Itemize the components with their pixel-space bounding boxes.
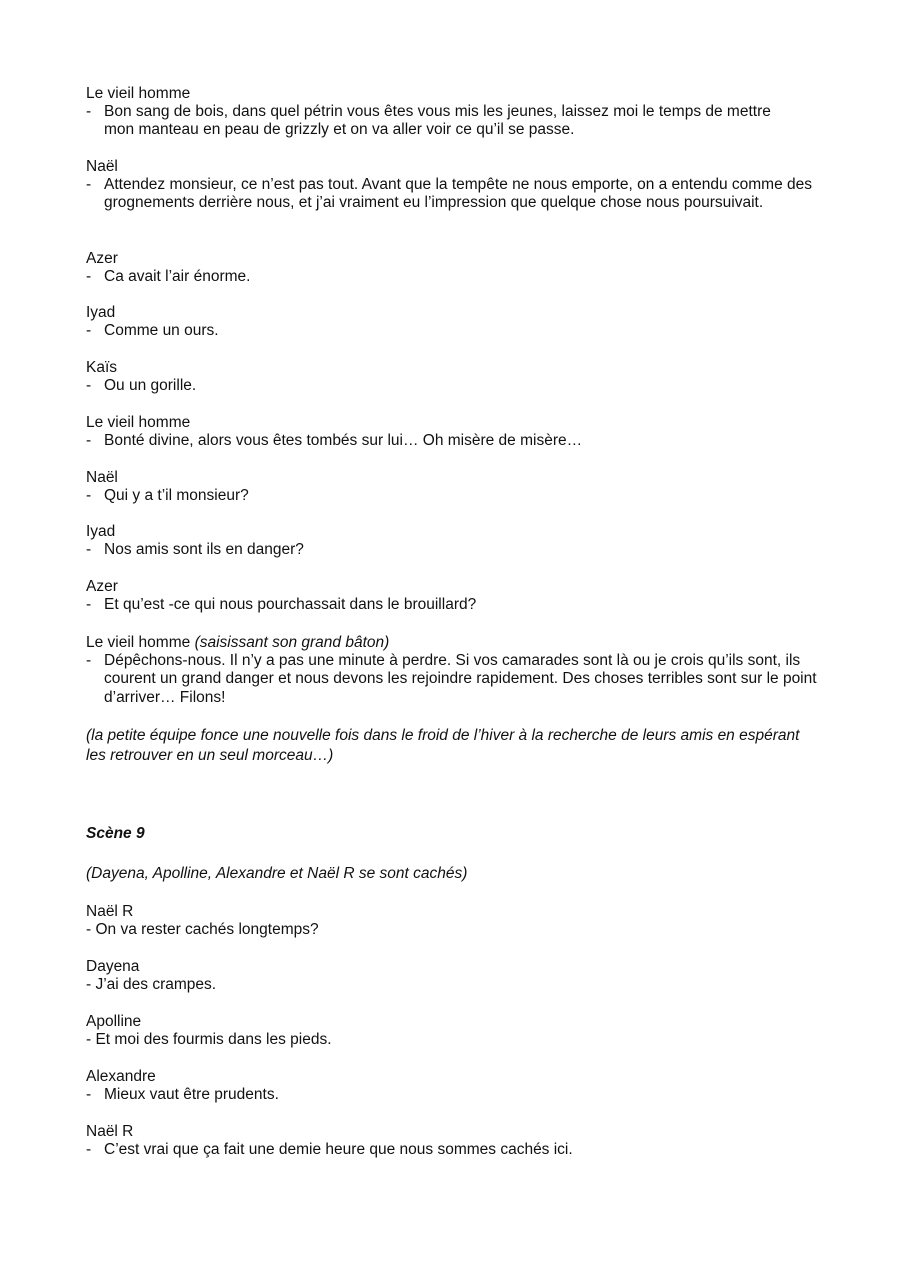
dialogue-block xyxy=(86,469,826,505)
dialogue-line xyxy=(86,652,820,707)
dialogue-block xyxy=(86,304,826,340)
dialogue-block xyxy=(86,1068,826,1104)
speaker-name: Iyad xyxy=(86,304,116,321)
dash-marker: - xyxy=(86,322,92,340)
speaker-name: Naël R xyxy=(86,1123,134,1140)
dialogue-block xyxy=(86,85,826,140)
dialogue-block xyxy=(86,158,826,213)
stage-direction: (la petite équipe fonce une nouvelle fois dans le froid de l’hiver à la recherche de leurs amis en espérant les retrouver en un seul morceau…) xyxy=(86,727,800,764)
dash-marker: - xyxy=(86,432,92,450)
dialogue-line xyxy=(86,596,826,614)
dialogue-text: Bon sang de bois, dans quel pétrin vous êtes vous mis les jeunes, laissez moi le temps de mettre mon manteau en peau de grizzly et on va aller voir ce qu’il se passe. xyxy=(104,103,771,139)
scene-direction: (Dayena, Apolline, Alexandre et Naël R se sont cachés) xyxy=(86,865,468,882)
dialogue-block xyxy=(86,250,826,286)
dialogue-line xyxy=(86,1141,826,1159)
dialogue-line xyxy=(86,103,804,139)
dialogue-line xyxy=(86,377,826,395)
dialogue-block xyxy=(86,1013,826,1049)
dash-marker: - xyxy=(86,377,92,395)
speaker-name: Apolline xyxy=(86,1013,142,1030)
dialogue-text: C’est vrai que ça fait une demie heure que nous sommes cachés ici. xyxy=(104,1141,573,1159)
dialogue-block xyxy=(86,958,826,994)
dialogue-line xyxy=(86,176,816,212)
dialogue-text: Nos amis sont ils en danger? xyxy=(104,541,304,559)
dialogue-line xyxy=(86,322,826,340)
scene-title: Scène 9 xyxy=(86,825,145,842)
dialogue-text: Comme un ours. xyxy=(104,322,219,340)
dialogue-text: - J’ai des crampes. xyxy=(86,976,217,994)
speaker-name: Naël xyxy=(86,158,118,175)
dialogue-block xyxy=(86,634,826,707)
dialogue-text: Ou un gorille. xyxy=(104,377,197,395)
dialogue-block xyxy=(86,578,826,614)
dialogue-text: Attendez monsieur, ce n’est pas tout. Avant que la tempête ne nous emporte, on a entendu comme des grognements derrière nous, et j’ai vraiment eu l’impression que quelque chose nous poursuivait. xyxy=(104,176,812,212)
speaker-name: Naël R xyxy=(86,903,134,920)
dialogue-block xyxy=(86,414,826,450)
dialogue-text: Ca avait l’air énorme. xyxy=(104,268,251,286)
dialogue-block xyxy=(86,903,826,939)
dash-marker: - xyxy=(86,268,92,286)
dialogue-block xyxy=(86,523,826,559)
dialogue-line xyxy=(86,1086,826,1104)
speaker-name: Le vieil homme xyxy=(86,85,191,102)
dash-marker: - xyxy=(86,596,92,614)
speaker-name: Naël xyxy=(86,469,118,486)
dialogue-block xyxy=(86,1123,826,1159)
speaker-name: Dayena xyxy=(86,958,140,975)
speaker-name: Kaïs xyxy=(86,359,118,376)
dialogue-line xyxy=(86,432,826,450)
speaker-name: Le vieil homme xyxy=(86,414,191,431)
dialogue-text: - On va rester cachés longtemps? xyxy=(86,921,319,939)
dialogue-line xyxy=(86,268,826,286)
dash-marker: - xyxy=(86,652,92,670)
dash-marker: - xyxy=(86,176,92,194)
speaker-name: Alexandre xyxy=(86,1068,156,1085)
dialogue-line xyxy=(86,541,826,559)
speaker-name: Azer xyxy=(86,578,118,595)
speaker-line xyxy=(86,634,826,652)
dash-marker: - xyxy=(86,1086,92,1104)
dialogue-text: Et qu’est -ce qui nous pourchassait dans le brouillard? xyxy=(104,596,477,614)
dash-marker: - xyxy=(86,103,92,121)
dialogue-text: Qui y a t’il monsieur? xyxy=(104,487,249,505)
dash-marker: - xyxy=(86,1141,92,1159)
dialogue-line xyxy=(86,487,826,505)
speaker-name: Le vieil homme xyxy=(86,634,191,651)
speaker-direction: (saisissant son grand bâton) xyxy=(194,634,390,651)
dialogue-block xyxy=(86,359,826,395)
dialogue-text: - Et moi des fourmis dans les pieds. xyxy=(86,1031,332,1049)
dialogue-text: Bonté divine, alors vous êtes tombés sur lui… Oh misère de misère… xyxy=(104,432,583,450)
dash-marker: - xyxy=(86,487,92,505)
speaker-name: Azer xyxy=(86,250,118,267)
speaker-name: Iyad xyxy=(86,523,116,540)
dash-marker: - xyxy=(86,541,92,559)
dialogue-text: Dépêchons-nous. Il n’y a pas une minute à perdre. Si vos camarades sont là ou je crois qu’ils sont, ils courent un grand danger et nous devons les rejoindre rapidement. Des choses terribles sont sur le point d’arriver… Filons! xyxy=(104,652,817,706)
dialogue-text: Mieux vaut être prudents. xyxy=(104,1086,279,1104)
